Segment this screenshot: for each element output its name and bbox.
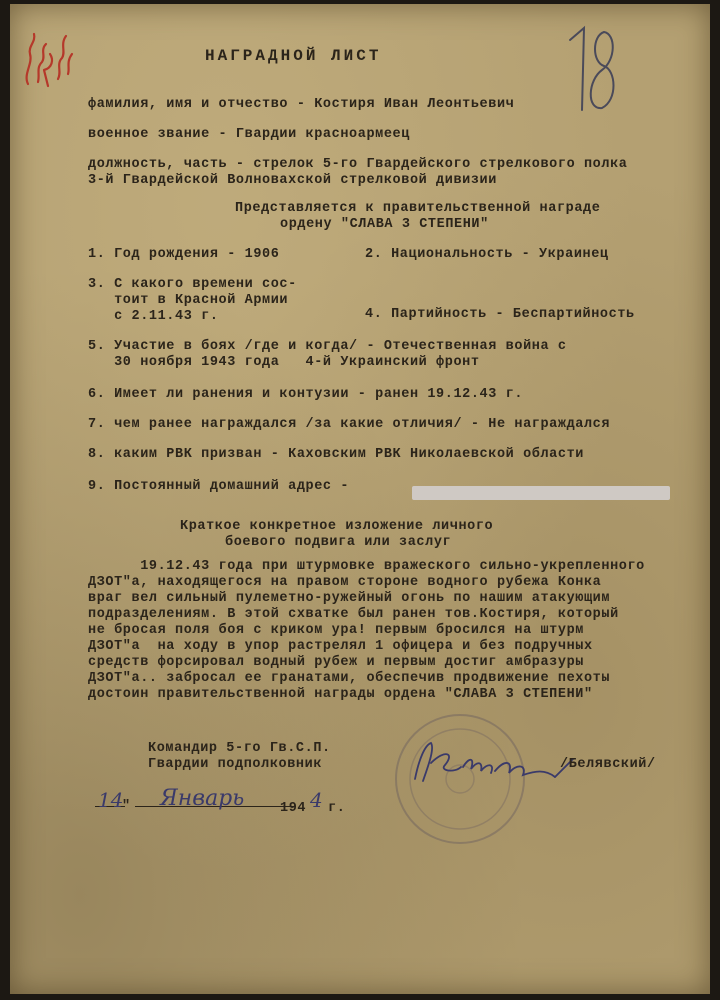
item-8: 8. каким РВК призван - Каховским РВК Николаевской области bbox=[88, 447, 584, 462]
date-month: Январь bbox=[160, 786, 245, 811]
summary-title-2: боевого подвига или заслуг bbox=[225, 535, 452, 550]
position-line-1: должность, часть - стрелок 5-го Гвардейского стрелкового полка bbox=[88, 157, 628, 172]
pencil-number-18 bbox=[562, 20, 622, 120]
redacted-address bbox=[412, 486, 670, 500]
item-7: 7. чем ранее награждался /за какие отличия/ - Не награждался bbox=[88, 417, 611, 432]
item-1: 1. Год рождения - 1906 bbox=[88, 247, 280, 262]
presented-line-1: Представляется к правительственной награде bbox=[235, 201, 601, 216]
rank-line: военное звание - Гвардии красноармеец bbox=[88, 127, 410, 142]
summary-line: ДЗОТ"а на ходу в упор растрелял 1 офицера и без подручных bbox=[88, 639, 593, 654]
item-5b: 30 ноября 1943 года 4-й Украинский фронт bbox=[88, 355, 480, 370]
item-3a: 3. С какого времени сос- bbox=[88, 277, 297, 292]
position-line-2: 3-й Гвардейской Волновахской стрелковой дивизии bbox=[88, 173, 497, 188]
summary-line: достоин правительственной награды ордена "СЛАВА 3 СТЕПЕНИ" bbox=[88, 687, 593, 702]
presented-line-2: ордену "СЛАВА 3 СТЕПЕНИ" bbox=[280, 217, 489, 232]
item-9: 9. Постоянный домашний адрес - bbox=[88, 479, 350, 494]
name-line: фамилия, имя и отчество - Костиря Иван Леонтьевич bbox=[88, 97, 515, 112]
item-2: 2. Национальность - Украинец bbox=[365, 247, 609, 262]
red-pencil-note bbox=[18, 24, 78, 94]
item-4: 4. Партийность - Беспартийность bbox=[365, 307, 635, 322]
item-3b: тоит в Красной Армии bbox=[88, 293, 289, 308]
item-5a: 5. Участие в боях /где и когда/ - Отечественная война с bbox=[88, 339, 567, 354]
date-year-suffix: 4 bbox=[310, 788, 323, 812]
summary-line: не бросая поля боя с криком ура! первым бросился на штурм bbox=[88, 623, 584, 638]
date-quote-open: " bbox=[122, 799, 131, 814]
commander-rank: Гвардии подполковник bbox=[148, 757, 323, 772]
date-year-prefix: 194 bbox=[280, 801, 307, 816]
commander-name: /Белявский/ bbox=[560, 757, 656, 772]
summary-line: подразделениям. В этой схватке был ранен тов.Костиря, который bbox=[88, 607, 619, 622]
summary-line: средств форсировал водный рубеж и первым достиг амбразуры bbox=[88, 655, 584, 670]
summary-line: ДЗОТ"а, находящегося на правом стороне водного рубежа Конка bbox=[88, 575, 602, 590]
summary-title-1: Краткое конкретное изложение личного bbox=[180, 519, 494, 534]
item-3c: с 2.11.43 г. bbox=[88, 309, 219, 324]
document-sheet bbox=[10, 4, 710, 994]
date-day: 14 bbox=[98, 788, 124, 812]
date-year-end: г. bbox=[328, 801, 346, 816]
summary-line: ДЗОТ"а.. забросал ее гранатами, обеспечив продвижение пехоты bbox=[88, 671, 611, 686]
summary-line: враг вел сильный пулеметно-ружейный огонь по нашим атакующим bbox=[88, 591, 611, 606]
summary-line: 19.12.43 года при штурмовке вражеского сильно-укрепленного bbox=[88, 559, 645, 574]
commander-title: Командир 5-го Гв.С.П. bbox=[148, 741, 331, 756]
item-6: 6. Имеет ли ранения и контузии - ранен 19.12.43 г. bbox=[88, 387, 524, 402]
document-title: НАГРАДНОЙ ЛИСТ bbox=[205, 47, 382, 65]
